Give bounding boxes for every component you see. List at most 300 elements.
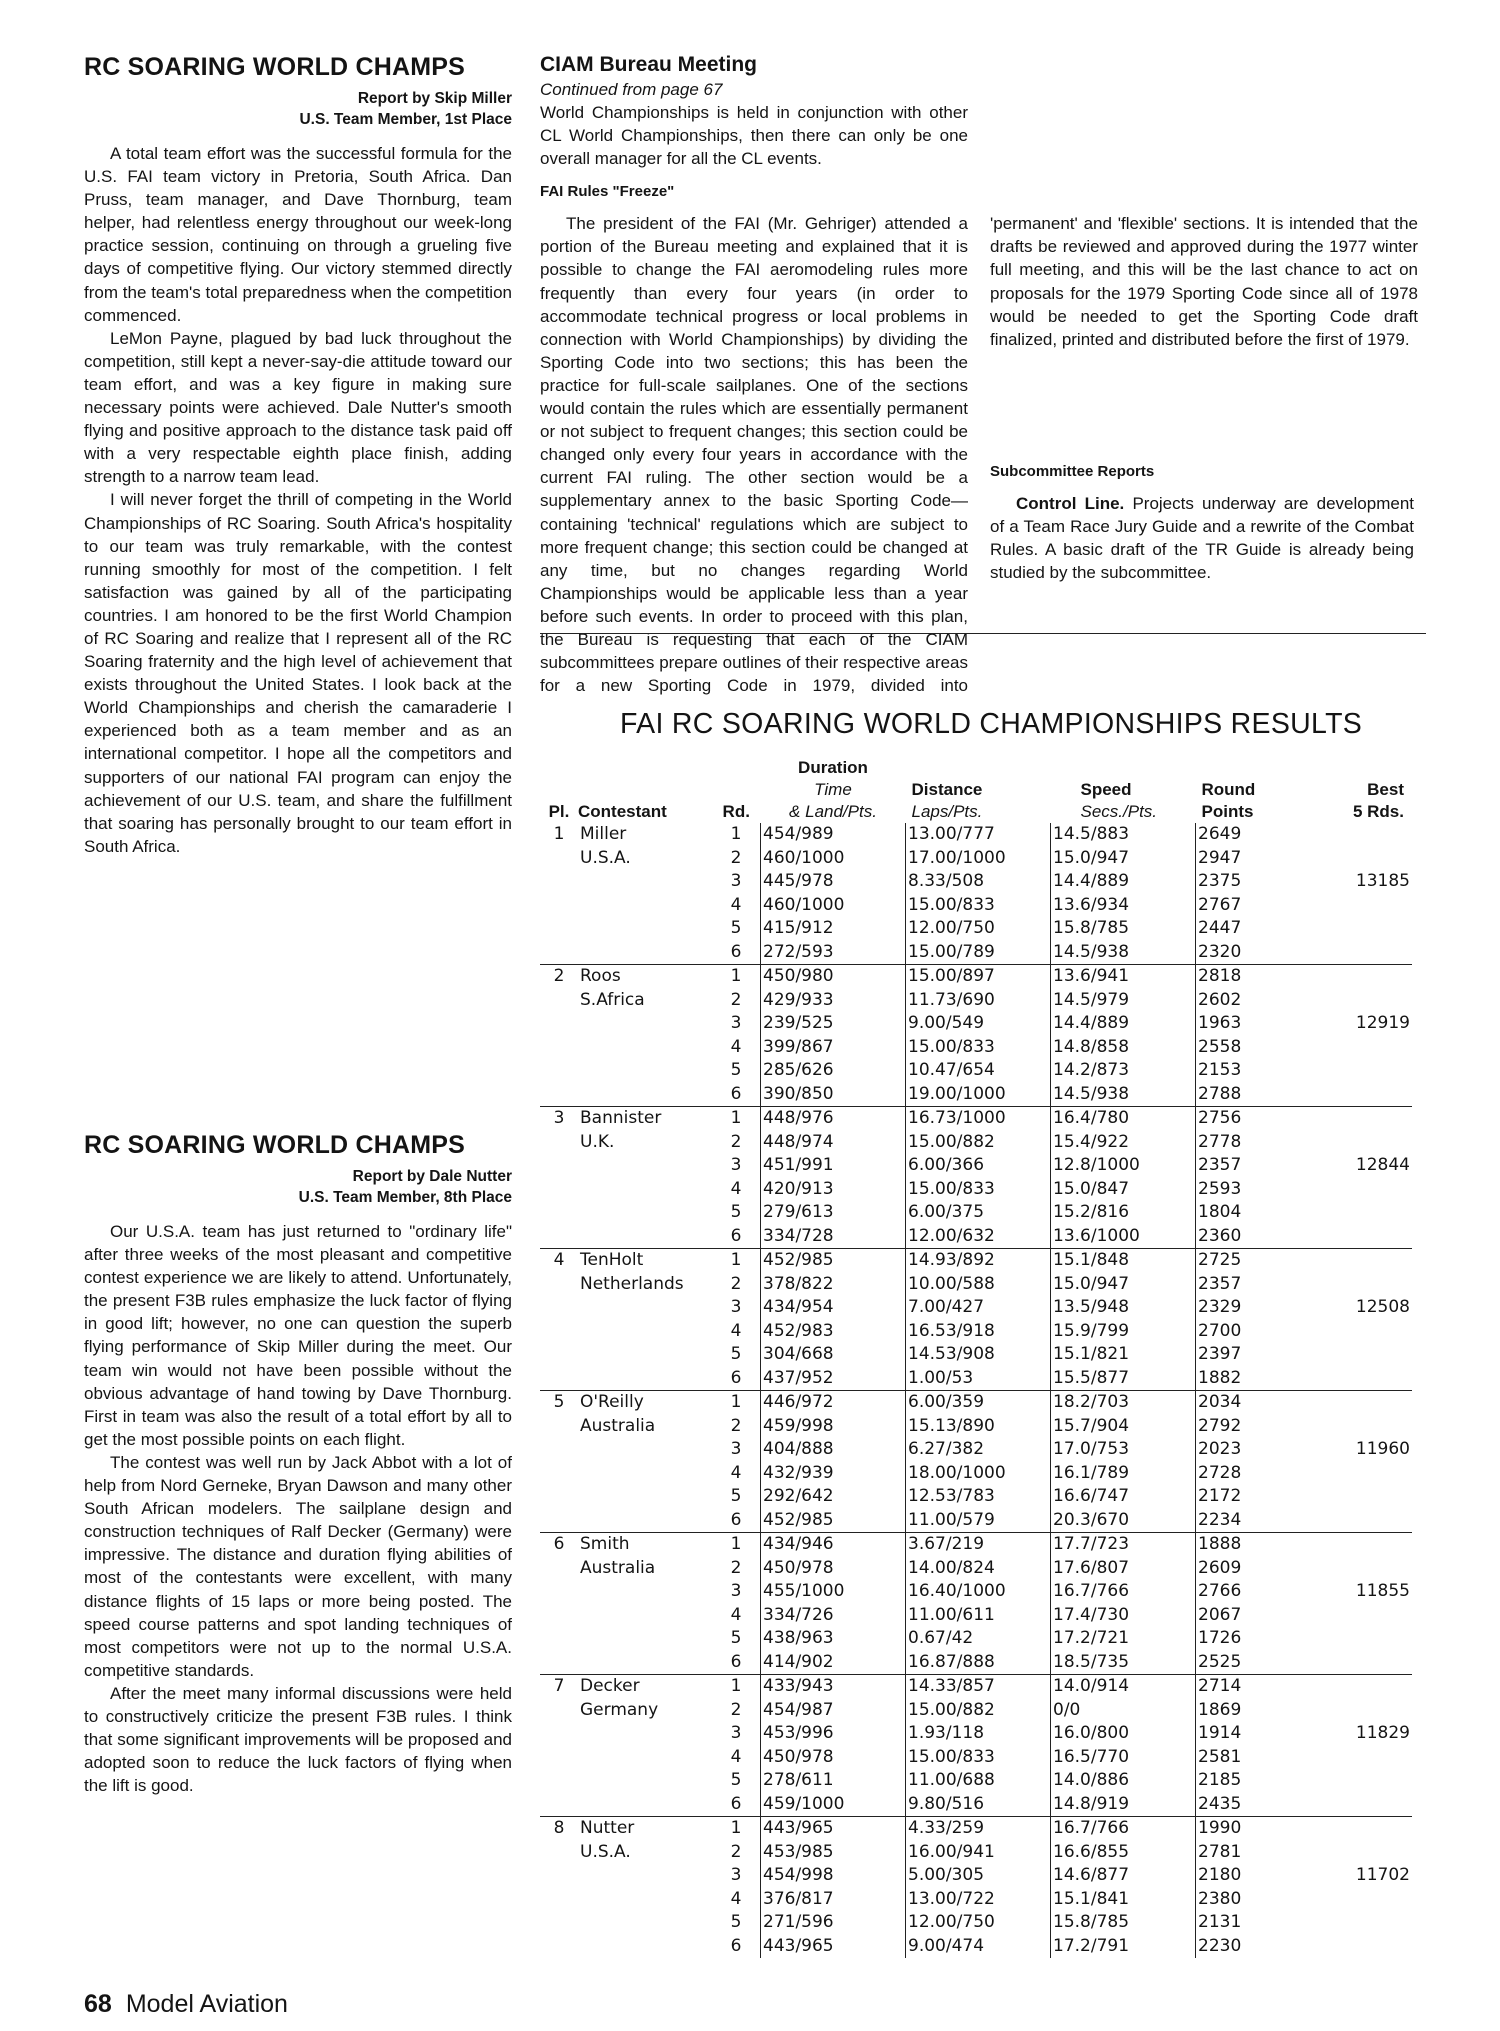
distance-value: 14.33/857 <box>906 1675 1051 1699</box>
speed-value: 17.2/791 <box>1051 1935 1196 1959</box>
round-number: 3 <box>730 1439 742 1459</box>
article-title: RC SOARING WORLD CHAMPS <box>84 53 465 81</box>
best-five-total <box>1310 1249 1412 1273</box>
placing: 2 <box>540 965 578 989</box>
round-number: 3 <box>730 1581 742 1601</box>
speed-value: 14.5/979 <box>1051 989 1196 1013</box>
best-five-total <box>1310 1627 1412 1651</box>
best-five-total <box>1310 1769 1412 1793</box>
contestant-name <box>578 1935 712 1959</box>
round-points: 1882 <box>1196 1367 1311 1391</box>
results-table <box>540 757 1412 1958</box>
speed-value: 17.2/721 <box>1051 1627 1196 1651</box>
distance-value: 16.00/941 <box>906 1841 1051 1865</box>
country: Australia <box>580 1415 656 1436</box>
speed-value: 17.6/807 <box>1051 1557 1196 1581</box>
round-number: 6 <box>730 941 742 962</box>
distance-value: 10.00/588 <box>906 1273 1051 1297</box>
placing <box>540 1438 578 1462</box>
round-number: 5 <box>730 1486 742 1506</box>
contestant-name <box>578 1367 712 1391</box>
distance-value: 4.33/259 <box>906 1817 1051 1841</box>
duration-value: 404/888 <box>761 1438 906 1462</box>
placing <box>540 917 578 941</box>
col-rd: Rd. <box>722 802 750 821</box>
duration-value: 272/593 <box>761 941 906 965</box>
speed-value: 15.8/785 <box>1051 1911 1196 1935</box>
placing: 6 <box>540 1533 578 1557</box>
col-pl: Pl. <box>548 802 570 821</box>
duration-value: 453/985 <box>761 1841 906 1865</box>
control-line-text: Projects underway are development of a Team Race Jury Guide and a rewrite of the Combat Rules. A basic draft of the TR Guide is already being studied by the subcommittee. <box>990 494 1414 583</box>
round-number: 5 <box>730 1344 742 1364</box>
speed-value: 14.5/938 <box>1051 941 1196 965</box>
best-five-total <box>1310 1699 1412 1723</box>
distance-value: 15.00/897 <box>906 965 1051 989</box>
distance-value: 15.00/833 <box>906 1746 1051 1770</box>
placing <box>540 1367 578 1391</box>
distance-value: 15.00/789 <box>906 941 1051 965</box>
duration-value: 450/978 <box>761 1557 906 1581</box>
speed-value: 15.0/847 <box>1051 1178 1196 1202</box>
round-points: 2581 <box>1196 1746 1311 1770</box>
distance-value: 12.00/750 <box>906 917 1051 941</box>
duration-value: 414/902 <box>761 1651 906 1675</box>
duration-value: 285/626 <box>761 1059 906 1083</box>
distance-value: 1.00/53 <box>906 1367 1051 1391</box>
table-row <box>540 989 1412 1013</box>
round-points: 2397 <box>1196 1343 1311 1367</box>
duration-value: 438/963 <box>761 1627 906 1651</box>
speed-value: 14.8/919 <box>1051 1793 1196 1817</box>
speed-value: 16.7/766 <box>1051 1580 1196 1604</box>
placing <box>540 1509 578 1533</box>
round-number: 6 <box>730 1935 742 1956</box>
distance-value: 17.00/1000 <box>906 847 1051 871</box>
placing <box>540 1841 578 1865</box>
duration-value: 450/980 <box>761 965 906 989</box>
round-label: Round <box>1201 780 1256 799</box>
table-row <box>540 870 1412 894</box>
round-number: 6 <box>730 1651 742 1672</box>
round-points: 2593 <box>1196 1178 1311 1202</box>
placing <box>540 1769 578 1793</box>
table-row <box>540 1699 1412 1723</box>
byline <box>84 1166 512 1208</box>
round-number: 1 <box>712 1817 761 1841</box>
duration-value: 239/525 <box>761 1012 906 1036</box>
speed-value: 15.5/877 <box>1051 1367 1196 1391</box>
speed-value: 16.5/770 <box>1051 1746 1196 1770</box>
best-five-total: 11855 <box>1355 1581 1410 1601</box>
round-points: 2947 <box>1196 847 1311 871</box>
distance-value: 16.73/1000 <box>906 1107 1051 1131</box>
round-points: 2781 <box>1196 1841 1311 1865</box>
speed-value: 17.0/753 <box>1051 1438 1196 1462</box>
contestant-name <box>578 870 712 894</box>
round-points: 2728 <box>1196 1462 1311 1486</box>
table-row <box>540 1415 1412 1439</box>
byline-author: Report by Skip Miller <box>357 90 512 107</box>
duration-sub2: & Land/Pts. <box>789 802 877 821</box>
best-five-total <box>1310 1107 1412 1131</box>
best-five-total <box>1310 1462 1412 1486</box>
speed-value: 16.7/766 <box>1051 1817 1196 1841</box>
speed-value: 12.8/1000 <box>1051 1154 1196 1178</box>
distance-value: 19.00/1000 <box>906 1083 1051 1107</box>
speed-value: 15.1/848 <box>1051 1249 1196 1273</box>
contestant-name: Smith <box>578 1533 712 1557</box>
duration-value: 432/939 <box>761 1462 906 1486</box>
placing <box>540 1296 578 1320</box>
best-five-total <box>1310 1415 1412 1439</box>
placing <box>540 1722 578 1746</box>
round-points: 2329 <box>1196 1296 1311 1320</box>
table-row <box>540 1131 1412 1155</box>
round-number: 6 <box>730 1793 742 1814</box>
magazine-name: Model Aviation <box>125 1990 288 2018</box>
duration-value: 376/817 <box>761 1888 906 1912</box>
table-row <box>540 965 1412 989</box>
table-row <box>540 1769 1412 1793</box>
round-points: 1726 <box>1196 1627 1311 1651</box>
distance-value: 0.67/42 <box>906 1627 1051 1651</box>
round-points: 2067 <box>1196 1604 1311 1628</box>
results-section <box>540 708 1426 1958</box>
best-five-total <box>1310 823 1412 847</box>
placing <box>540 1604 578 1628</box>
table-row <box>540 1201 1412 1225</box>
round-points: 1888 <box>1196 1533 1311 1557</box>
distance-value: 11.00/579 <box>906 1509 1051 1533</box>
contestant-name <box>578 1604 712 1628</box>
distance-value: 15.13/890 <box>906 1415 1051 1439</box>
speed-value: 20.3/670 <box>1051 1509 1196 1533</box>
duration-value: 304/668 <box>761 1343 906 1367</box>
round-number: 4 <box>730 1604 742 1625</box>
speed-value: 16.6/855 <box>1051 1841 1196 1865</box>
col-speed <box>1051 757 1196 823</box>
round-points: 2525 <box>1196 1651 1311 1675</box>
table-row <box>540 1343 1412 1367</box>
duration-value: 378/822 <box>761 1273 906 1297</box>
duration-value: 429/933 <box>761 989 906 1013</box>
round-points: 1869 <box>1196 1699 1311 1723</box>
speed-value: 16.6/747 <box>1051 1485 1196 1509</box>
contestant-name <box>578 1225 712 1249</box>
duration-value: 279/613 <box>761 1201 906 1225</box>
table-row <box>540 1746 1412 1770</box>
placing <box>540 1627 578 1651</box>
distance-value: 6.00/359 <box>906 1391 1051 1415</box>
placing <box>540 1462 578 1486</box>
distance-value: 15.00/833 <box>906 1178 1051 1202</box>
best-label2: 5 Rds. <box>1352 802 1404 821</box>
best-five-total: 12508 <box>1355 1297 1410 1317</box>
distance-value: 15.00/882 <box>906 1699 1051 1723</box>
round-points: 2034 <box>1196 1391 1311 1415</box>
table-row <box>540 1722 1412 1746</box>
round-points: 1990 <box>1196 1817 1311 1841</box>
table-row <box>540 1509 1412 1533</box>
distance-value: 7.00/427 <box>906 1296 1051 1320</box>
best-five-total <box>1310 1888 1412 1912</box>
left-column <box>84 52 512 1796</box>
contestant-name <box>578 941 712 965</box>
best-five-total <box>1310 847 1412 871</box>
round-points: 2380 <box>1196 1888 1311 1912</box>
distance-value: 6.27/382 <box>906 1438 1051 1462</box>
contestant-name <box>578 1201 712 1225</box>
round-number: 2 <box>730 1699 742 1720</box>
distance-value: 8.33/508 <box>906 870 1051 894</box>
duration-value: 292/642 <box>761 1485 906 1509</box>
table-row <box>540 1817 1412 1841</box>
round-number: 3 <box>730 1297 742 1317</box>
byline-role: U.S. Team Member, 8th Place <box>298 1189 512 1206</box>
country: U.K. <box>580 1131 615 1152</box>
placing <box>540 1343 578 1367</box>
round-number: 4 <box>730 1746 742 1767</box>
round-label2: Points <box>1201 802 1254 821</box>
best-five-total: 11960 <box>1355 1439 1410 1459</box>
duration-value: 455/1000 <box>761 1580 906 1604</box>
control-line-label: Control Line. <box>1016 494 1125 513</box>
table-row <box>540 1935 1412 1959</box>
round-number: 3 <box>730 1723 742 1743</box>
duration-value: 443/965 <box>761 1935 906 1959</box>
results-title: FAI RC SOARING WORLD CHAMPIONSHIPS RESULTS <box>620 708 1363 740</box>
round-points: 2766 <box>1196 1580 1311 1604</box>
round-points: 2185 <box>1196 1769 1311 1793</box>
round-points: 2375 <box>1196 870 1311 894</box>
paragraph: World Championships is held in conjunction with other CL World Championships, then there can only be one overall manager for all the CL events. <box>540 103 968 169</box>
best-five-total <box>1310 1178 1412 1202</box>
best-five-total <box>1310 1059 1412 1083</box>
placing <box>540 1059 578 1083</box>
duration-value: 399/867 <box>761 1036 906 1060</box>
speed-value: 15.1/841 <box>1051 1888 1196 1912</box>
table-row <box>540 1391 1412 1415</box>
best-five-total: 12919 <box>1355 1013 1410 1033</box>
round-number: 5 <box>730 1628 742 1648</box>
round-points: 1963 <box>1196 1012 1311 1036</box>
speed-value: 14.8/858 <box>1051 1036 1196 1060</box>
best-five-total <box>1310 1036 1412 1060</box>
byline <box>84 88 512 130</box>
contestant-name <box>578 1178 712 1202</box>
duration-value: 452/983 <box>761 1320 906 1344</box>
table-row <box>540 1296 1412 1320</box>
distance-value: 14.53/908 <box>906 1343 1051 1367</box>
distance-value: 16.87/888 <box>906 1651 1051 1675</box>
contestant-name: O'Reilly <box>578 1391 712 1415</box>
placing <box>540 1154 578 1178</box>
best-five-total <box>1310 1911 1412 1935</box>
contestant-name <box>578 1793 712 1817</box>
distance-label: Distance <box>911 780 983 799</box>
round-points: 2649 <box>1196 823 1311 847</box>
duration-value: 448/976 <box>761 1107 906 1131</box>
best-five-total <box>1310 1083 1412 1107</box>
round-number: 5 <box>730 1912 742 1932</box>
table-row <box>540 1107 1412 1131</box>
contestant-name <box>578 1722 712 1746</box>
table-row <box>540 1367 1412 1391</box>
best-five-total: 11829 <box>1355 1723 1410 1743</box>
col-distance <box>906 757 1051 823</box>
round-points: 2357 <box>1196 1273 1311 1297</box>
distance-value: 12.53/783 <box>906 1485 1051 1509</box>
round-points: 2172 <box>1196 1485 1311 1509</box>
round-number: 3 <box>730 871 742 891</box>
round-number: 4 <box>730 1888 742 1909</box>
round-number: 1 <box>712 965 761 989</box>
best-five-total <box>1310 1320 1412 1344</box>
round-points: 2725 <box>1196 1249 1311 1273</box>
contestant-name <box>578 1296 712 1320</box>
round-points: 2818 <box>1196 965 1311 989</box>
speed-value: 14.0/886 <box>1051 1769 1196 1793</box>
best-five-total <box>1310 1391 1412 1415</box>
paragraph <box>990 492 1414 584</box>
duration-value: 415/912 <box>761 917 906 941</box>
distance-value: 11.73/690 <box>906 989 1051 1013</box>
round-number: 1 <box>712 1249 761 1273</box>
speed-value: 0/0 <box>1051 1699 1196 1723</box>
round-number: 4 <box>730 1036 742 1057</box>
contestant-name <box>578 1083 712 1107</box>
placing <box>540 1485 578 1509</box>
distance-value: 16.53/918 <box>906 1320 1051 1344</box>
round-points: 2230 <box>1196 1935 1311 1959</box>
duration-value: 454/989 <box>761 823 906 847</box>
duration-value: 460/1000 <box>761 847 906 871</box>
speed-value: 14.2/873 <box>1051 1059 1196 1083</box>
table-row <box>540 1225 1412 1249</box>
placing <box>540 941 578 965</box>
placing: 4 <box>540 1249 578 1273</box>
best-five-total <box>1310 1557 1412 1581</box>
distance-value: 3.67/219 <box>906 1533 1051 1557</box>
table-row <box>540 1320 1412 1344</box>
duration-value: 451/991 <box>761 1154 906 1178</box>
placing <box>540 1911 578 1935</box>
duration-value: 443/965 <box>761 1817 906 1841</box>
round-number: 6 <box>730 1083 742 1104</box>
best-five-total: 12844 <box>1355 1155 1410 1175</box>
table-row <box>540 1438 1412 1462</box>
best-five-total <box>1310 1793 1412 1817</box>
speed-sub: Secs./Pts. <box>1080 802 1158 821</box>
table-row <box>540 1462 1412 1486</box>
speed-value: 13.6/934 <box>1051 894 1196 918</box>
round-number: 2 <box>730 1841 742 1862</box>
placing <box>540 1415 578 1439</box>
paragraph: The president of the FAI (Mr. Gehriger) attended a portion of the Bureau meeting and explained that it is possible to change the FAI aeromodeling rules more frequently than every four years (in order to accommodate technical progress or local problems in connection with World Championships) by dividing the Sporting Code into two sections; this has been the practice for full-scale sailplanes. One of the sections would contain the rules which are essentially permanent or not subject to frequent changes; this section could be changed only every four years in accordance with the current FAI ruling. The other section would be a supplementary annex to the basic Sporting Code—containing 'technical' regulations which are subject to more frequent change; this section could be changed at any time, but no changes regarding World Championships would be applicable less than a year before such events. In order to proceed with this plan, the Bureau is requesting that each of the CIAM subcommittees prepare outlines of their respective areas for a new Sporting Code in 1979, divided into 'permanent' and 'flexible' sections. It is intended that the drafts be reviewed and approved during the 1977 winter full meeting, and this will be the last chance to act on proposals for the 1979 Sporting Code since all of 1978 would be needed to get the Sporting Code draft finalized, printed and distributed before the first of 1979. <box>540 214 1418 696</box>
round-number: 5 <box>730 918 742 938</box>
distance-value: 14.00/824 <box>906 1557 1051 1581</box>
placing <box>540 1320 578 1344</box>
placing <box>540 1201 578 1225</box>
contestant-name <box>578 1769 712 1793</box>
col-best <box>1310 757 1412 823</box>
paragraph: After the meet many informal discussions were held to constructively criticize the present F3B rules. I think that some significant improvements will be proposed and adopted soon to reduce the luck factors of flying when the lift is good. <box>84 1683 512 1796</box>
round-number: 5 <box>730 1770 742 1790</box>
round-points: 2778 <box>1196 1131 1311 1155</box>
country: Germany <box>580 1699 659 1720</box>
speed-value: 15.4/922 <box>1051 1131 1196 1155</box>
speed-value: 15.0/947 <box>1051 1273 1196 1297</box>
contestant-name <box>578 1864 712 1888</box>
table-row <box>540 1154 1412 1178</box>
distance-value: 15.00/833 <box>906 1036 1051 1060</box>
speed-value: 15.9/799 <box>1051 1320 1196 1344</box>
placing <box>540 1273 578 1297</box>
round-number: 1 <box>712 1533 761 1557</box>
duration-sub1: Time <box>814 780 852 799</box>
table-row <box>540 1627 1412 1651</box>
contestant-name <box>578 1485 712 1509</box>
round-number: 2 <box>730 1273 742 1294</box>
contestant-name <box>578 1746 712 1770</box>
table-row <box>540 941 1412 965</box>
placing: 7 <box>540 1675 578 1699</box>
contestant-name <box>578 1059 712 1083</box>
best-five-total <box>1310 965 1412 989</box>
country: S.Africa <box>580 989 645 1010</box>
duration-value: 434/946 <box>761 1533 906 1557</box>
speed-value: 17.7/723 <box>1051 1533 1196 1557</box>
duration-value: 434/954 <box>761 1296 906 1320</box>
duration-value: 452/985 <box>761 1509 906 1533</box>
round-number: 6 <box>730 1509 742 1530</box>
contestant-name <box>578 1580 712 1604</box>
speed-value: 16.4/780 <box>1051 1107 1196 1131</box>
byline-role: U.S. Team Member, 1st Place <box>299 111 512 128</box>
best-five-total: 11702 <box>1355 1865 1410 1885</box>
distance-value: 9.00/474 <box>906 1935 1051 1959</box>
distance-value: 15.00/882 <box>906 1131 1051 1155</box>
speed-value: 18.2/703 <box>1051 1391 1196 1415</box>
speed-value: 15.1/821 <box>1051 1343 1196 1367</box>
placing <box>540 1557 578 1581</box>
round-points: 2700 <box>1196 1320 1311 1344</box>
speed-value: 15.0/947 <box>1051 847 1196 871</box>
table-row <box>540 1485 1412 1509</box>
col-duration <box>761 757 906 823</box>
placing <box>540 870 578 894</box>
round-number: 3 <box>730 1865 742 1885</box>
contestant-name <box>578 1509 712 1533</box>
best-five-total <box>1310 989 1412 1013</box>
duration-value: 446/972 <box>761 1391 906 1415</box>
round-number: 2 <box>730 989 742 1010</box>
round-points: 2602 <box>1196 989 1311 1013</box>
speed-label: Speed <box>1080 780 1132 799</box>
table-row <box>540 1793 1412 1817</box>
best-five-total <box>1310 1343 1412 1367</box>
distance-sub: Laps/Pts. <box>911 802 983 821</box>
duration-value: 454/987 <box>761 1699 906 1723</box>
placing <box>540 894 578 918</box>
round-points: 2792 <box>1196 1415 1311 1439</box>
contestant-name: Roos <box>578 965 712 989</box>
placing: 3 <box>540 1107 578 1131</box>
paragraph: LeMon Payne, plagued by bad luck throughout the competition, still kept a never-say-die attitude toward our team effort, and was a key figure in making sure necessary points were achieved. Dale Nutter's smooth flying and positive approach to the distance task paid off with a very respectable eighth place finish, adding strength to a narrow team lead. <box>84 328 512 487</box>
speed-value: 18.5/735 <box>1051 1651 1196 1675</box>
round-points: 2153 <box>1196 1059 1311 1083</box>
